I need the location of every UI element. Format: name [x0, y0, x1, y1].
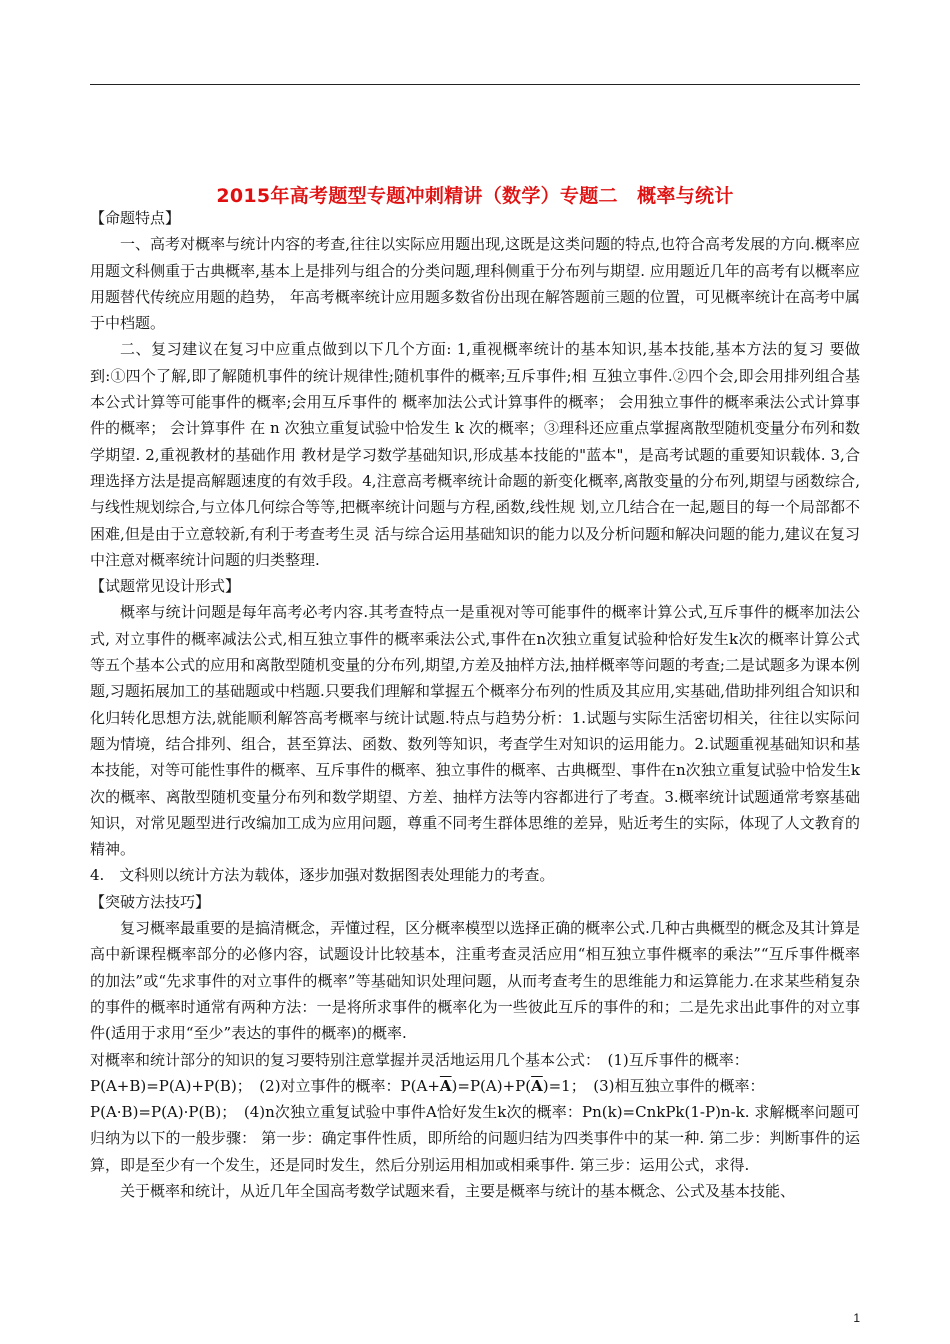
header-rule	[90, 84, 860, 85]
paragraph: 概率与统计问题是每年高考必考内容.其考查特点一是重视对等可能事件的概率计算公式,互斥事件的概率加法公式, 对立事件的概率减法公式,相互独立事件的概率乘法公式,事件在n次独立重复试验种恰好发生k次的概率计算公式等五个基本公式的应用和离散型随机变量的分布列,期望,方差及抽样方法,抽样概率等问题的考查;二是试题多为课本例题,习题拓展加工的基础题或中档题.只要我们理解和掌握五个概率分布列的性质及其应用,实基础,借助排列组合知识和化归转化思想方法,就能顺利解答高考概率与统计试题.特点与趋势分析：1.试题与实际生活密切相关，往往以实际问题为情境，结合排列、组合，甚至算法、函数、数列等知识，考查学生对知识的运用能力。2.试题重视基础知识和基本技能，对等可能性事件的概率、互斥事件的概率、独立事件的概率、古典概型、事件在n次独立重复试验中恰发生k次的概率、离散型随机变量分布列和数学期望、方差、抽样方法等内容都进行了考查。3.概率统计试题通常考察基础知识，对常见题型进行改编加工成为应用问题，尊重不同考生群体思维的差异，贴近考生的实际，体现了人文教育的精神。	[90, 603, 860, 859]
paragraph: P(A·B)=P(A)·P(B)； (4)n次独立重复试验中事件A恰好发生k次的概率：Pn(k)=CnkPk(1-P)n-k. 求解概率问题可归纳为以下的一般步骤： 第一步：确定事件性质，即所给的问题归结为四类事件中的某一种. 第二步：判断事件的运算，即是至少有一个发生，还是同时发生，然后分别运用相加或相乘事件. 第三步：运用公式，求得.	[90, 1103, 860, 1174]
page-title: 2015年高考题型专题冲刺精讲（数学）专题二 概率与统计	[216, 185, 734, 207]
paragraph: 二、复习建议在复习中应重点做到以下几个方面: 1,重视概率统计的基本知识,基本技能,基本方法的复习 要做到:①四个了解,即了解随机事件的统计规律性;随机事件的概率;互斥事件;相 互独立事件.②四个会,即会用排列组合基本公式计算等可能事件的概率;会用互斥事件的 概率加法公式计算事件的概率； 会用独立事件的概率乘法公式计算事件的概率； 会计算事件 在 n 次独立重复试验中恰发生 k 次的概率；③理科还应重点掌握离散型随机变量分布列和数 学期望. 2,重视教材的基础作用 教材是学习数学基础知识,形成基本技能的"蓝本"，是高考试题的重要知识载体. 3,合理选择方法是提高解题速度的有效手段。4,注意高考概率统计命题的新变化概率,离散变量的分布列,期望与函数综合,与线性规划综合,与立体几何综合等等,把概率统计问题与方程,函数,线性规 划,立几结合在一起,题目的每一个局部都不困难,但是由于立意较新,有利于考查考生灵 活与综合运用基础知识的能力以及分析问题和解决问题的能力,建议在复习中注意对概率统计问题的归类整理.	[90, 340, 860, 569]
section-heading: 【命题特点】	[90, 209, 181, 227]
formula-text: P(A+B)=P(A)+P(B)； (2)对立事件的概率：P(A+	[90, 1076, 440, 1095]
paragraph: 复习概率最重要的是搞清概念，弄懂过程，区分概率模型以选择正确的概率公式.几种古典概型的概念及其计算是高中新课程概率部分的必修内容，试题设计比较基本，注重考查灵活应用“相互独立事件概率的乘法”“互斥事件概率的加法”或“先求事件的对立事件的概率”等基础知识处理问题，从而考查考生的思维能力和运算能力.在求某些稍复杂的事件的概率时通常有两种方法：一是将所求事件的概率化为一些彼此互斥的事件的和；二是先求出此事件的对立事件(适用于求用“至少”表达的事件的概率)的概率.	[90, 919, 860, 1043]
paragraph: 一、高考对概率与统计内容的考查,往往以实际应用题出现,这既是这类问题的特点,也符合高考发展的方向.概率应用题文科侧重于古典概率,基本上是排列与组合的分类问题,理科侧重于分布列与期望. 应用题近几年的高考有以概率应用题替代传统应用题的趋势， 年高考概率统计应用题多数省份出现在解答题前三题的位置，可见概率统计在高考中属于中档题。	[90, 235, 860, 333]
paragraph: 关于概率和统计，从近几年全国高考数学试题来看，主要是概率与统计的基本概念、公式及基本技能、	[120, 1181, 796, 1200]
section-heading: 【突破方法技巧】	[90, 892, 211, 911]
document-body	[90, 205, 860, 1204]
complement-a: $\overline{A}$	[439, 1076, 452, 1095]
paragraph: 对概率和统计部分的知识的复习要特别注意掌握并灵活地运用几个基本公式： (1)互斥事件的概率：	[90, 1050, 749, 1069]
section-heading: 【试题常见设计形式】	[90, 577, 241, 596]
formula-text: )=1； (3)相互独立事件的概率：	[542, 1076, 765, 1095]
page-number: 1	[853, 1311, 860, 1325]
paragraph: 4. 文科则以统计方法为载体，逐步加强对数据图表处理能力的考查。	[90, 866, 555, 885]
formula-text: )=P(A)+P(	[451, 1076, 532, 1095]
complement-a: $\overline{A}$	[531, 1076, 543, 1095]
formula-line	[90, 1073, 860, 1099]
